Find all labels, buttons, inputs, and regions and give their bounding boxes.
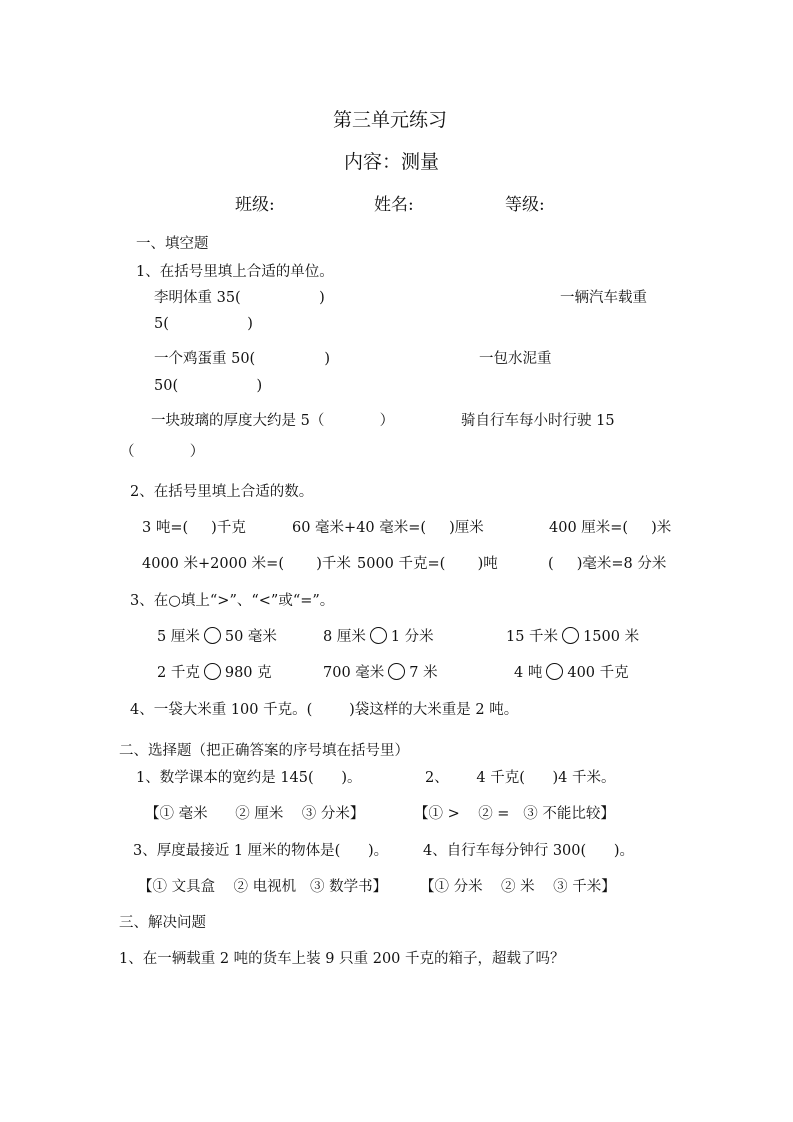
s2-q4-prompt: 4、自行车每分钟行 300( )。 — [423, 843, 634, 859]
s1-q2-item: 4000 米+2000 米=( )千米 — [142, 556, 351, 572]
section3-heading: 三、解决问题 — [119, 915, 206, 931]
class-label: 班级: — [235, 195, 275, 215]
compare-circle[interactable] — [204, 663, 221, 680]
s2-q3-prompt: 3、厚度最接近 1 厘米的物体是( )。 — [133, 843, 389, 859]
compare-item: 4 吨 400 千克 — [514, 665, 629, 681]
s2-q4-options: 【① 分米 ② 米 ③ 千米】 — [420, 879, 616, 895]
s1-q1-item: 一个鸡蛋重 50( ) — [154, 351, 331, 367]
compare-circle[interactable] — [370, 627, 387, 644]
section2-heading: 二、选择题（把正确答案的序号填在括号里） — [119, 743, 409, 759]
s1-q2-item: 60 毫米+40 毫米=( )厘米 — [292, 520, 484, 536]
s1-q2-item: ( )毫米=8 分米 — [548, 556, 667, 572]
page-title: 第三单元练习 — [333, 109, 448, 131]
section1-heading: 一、填空题 — [136, 236, 209, 252]
s1-q1-item: 一辆汽车载重 — [560, 290, 647, 306]
s1-q1-item: 李明体重 35( ) — [154, 290, 325, 306]
s2-q3-options: 【① 文具盒 ② 电视机 ③ 数学书】 — [138, 879, 388, 895]
s1-q2-item: 5000 千克=( )吨 — [357, 556, 498, 572]
compare-item: 700 毫米 7 米 — [323, 665, 438, 681]
s1-q1-item: （ ） — [120, 444, 205, 460]
compare-circle[interactable] — [546, 663, 563, 680]
s1-q1-item: 5( ) — [154, 316, 253, 332]
compare-circle[interactable] — [562, 627, 579, 644]
s2-q1-prompt: 1、数学课本的宽约是 145( )。 — [136, 770, 362, 786]
page-subtitle: 内容：测量 — [344, 151, 440, 173]
s1-q1-prompt: 1、在括号里填上合适的单位。 — [136, 264, 334, 280]
name-label: 姓名: — [374, 195, 414, 215]
compare-item: 15 千米 1500 米 — [506, 629, 640, 645]
s1-q4-prompt: 4、一袋大米重 100 千克。( )袋这样的大米重是 2 吨。 — [130, 702, 519, 718]
compare-circle[interactable] — [388, 663, 405, 680]
grade-label: 等级: — [505, 195, 545, 215]
compare-circle[interactable] — [204, 627, 221, 644]
s1-q2-item: 400 厘米=( )米 — [549, 520, 672, 536]
s3-q1-prompt: 1、在一辆载重 2 吨的货车上装 9 只重 200 千克的箱子，超载了吗？ — [119, 951, 565, 967]
s1-q2-item: 3 吨=( )千克 — [142, 520, 246, 536]
s1-q2-prompt: 2、在括号里填上合适的数。 — [130, 484, 314, 500]
s1-q3-prompt: 3、在○填上“>”、“<”或“=”。 — [130, 593, 335, 609]
s1-q1-item: 一块玻璃的厚度大约是 5（ ） — [151, 413, 395, 429]
s1-q1-item: 骑自行车每小时行驶 15 — [461, 413, 615, 429]
compare-item: 8 厘米 1 分米 — [323, 629, 434, 645]
compare-item: 2 千克 980 克 — [157, 665, 272, 681]
s1-q1-item: 50( ) — [154, 378, 263, 394]
s2-q2-options: 【① > ② = ③ 不能比较】 — [414, 806, 615, 822]
s2-q2-prompt: 2、 4 千克( )4 千米。 — [425, 770, 616, 786]
compare-item: 5 厘米 50 毫米 — [157, 629, 277, 645]
s2-q1-options: 【① 毫米 ② 厘米 ③ 分米】 — [145, 806, 365, 822]
s1-q1-item: 一包水泥重 — [479, 351, 552, 367]
